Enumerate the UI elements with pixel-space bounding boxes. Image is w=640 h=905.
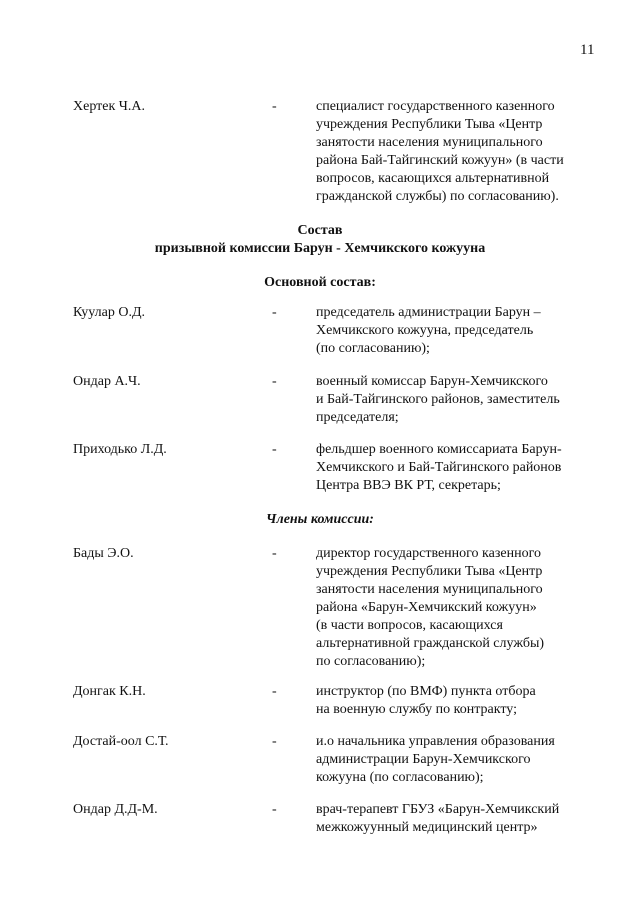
member-description: председатель администрации Барун – Хемчикского кожууна, председатель (по согласованию); (316, 305, 541, 356)
member-name: Приходько Л.Д. (73, 442, 167, 457)
separator-dash: - (272, 802, 277, 817)
member-description: военный комиссар Барун-Хемчикского и Бай-Тайгинского районов, заместитель председателя; (316, 374, 560, 425)
member-name: Куулар О.Д. (73, 305, 146, 320)
member-description: фельдшер военного комиссариата Барун- Хемчикского и Бай-Тайгинского районов Центра ВВЭ ВК РТ, секретарь; (316, 442, 562, 493)
member-name: Бады Э.О. (73, 546, 134, 561)
member-name: Ондар А.Ч. (73, 374, 141, 389)
document-subtitle: призывной комиссии Барун - Хемчикского кожууна (154, 241, 486, 256)
separator-dash: - (272, 374, 277, 389)
separator-dash: - (272, 546, 277, 561)
separator-dash: - (272, 305, 277, 320)
separator-dash: - (272, 734, 277, 749)
separator-dash: - (272, 684, 277, 699)
document-title: Состав (297, 223, 343, 238)
member-name: Донгак К.Н. (73, 684, 146, 699)
section-heading-members: Члены комиссии: (266, 512, 374, 527)
page-number: 11 (580, 42, 595, 58)
member-name: Хертек Ч.А. (73, 99, 145, 114)
member-name: Ондар Д.Д-М. (73, 802, 158, 817)
member-description: инструктор (по ВМФ) пункта отбора на военную службу по контракту; (316, 684, 536, 717)
member-description: и.о начальника управления образования администрации Барун-Хемчикского кожууна (по согласованию); (316, 734, 555, 785)
member-description: специалист государственного казенного учреждения Республики Тыва «Центр занятости населения муниципального района Бай-Тайгинский кожуун» (в части вопросов, касающихся альтернативной гражданской службы) по согласованию). (316, 99, 564, 204)
separator-dash: - (272, 99, 277, 114)
member-description: директор государственного казенного учреждения Республики Тыва «Центр занятости населения муниципального района «Барун-Хемчикский кожуун» (в части вопросов, касающихся альтернативной гражданской службы) по согласованию); (316, 546, 545, 669)
section-heading-main: Основной состав: (264, 275, 376, 290)
member-description: врач-терапевт ГБУЗ «Барун-Хемчикский межкожуунный медицинский центр» (316, 802, 560, 835)
separator-dash: - (272, 442, 277, 457)
member-name: Достай-оол С.Т. (73, 734, 169, 749)
